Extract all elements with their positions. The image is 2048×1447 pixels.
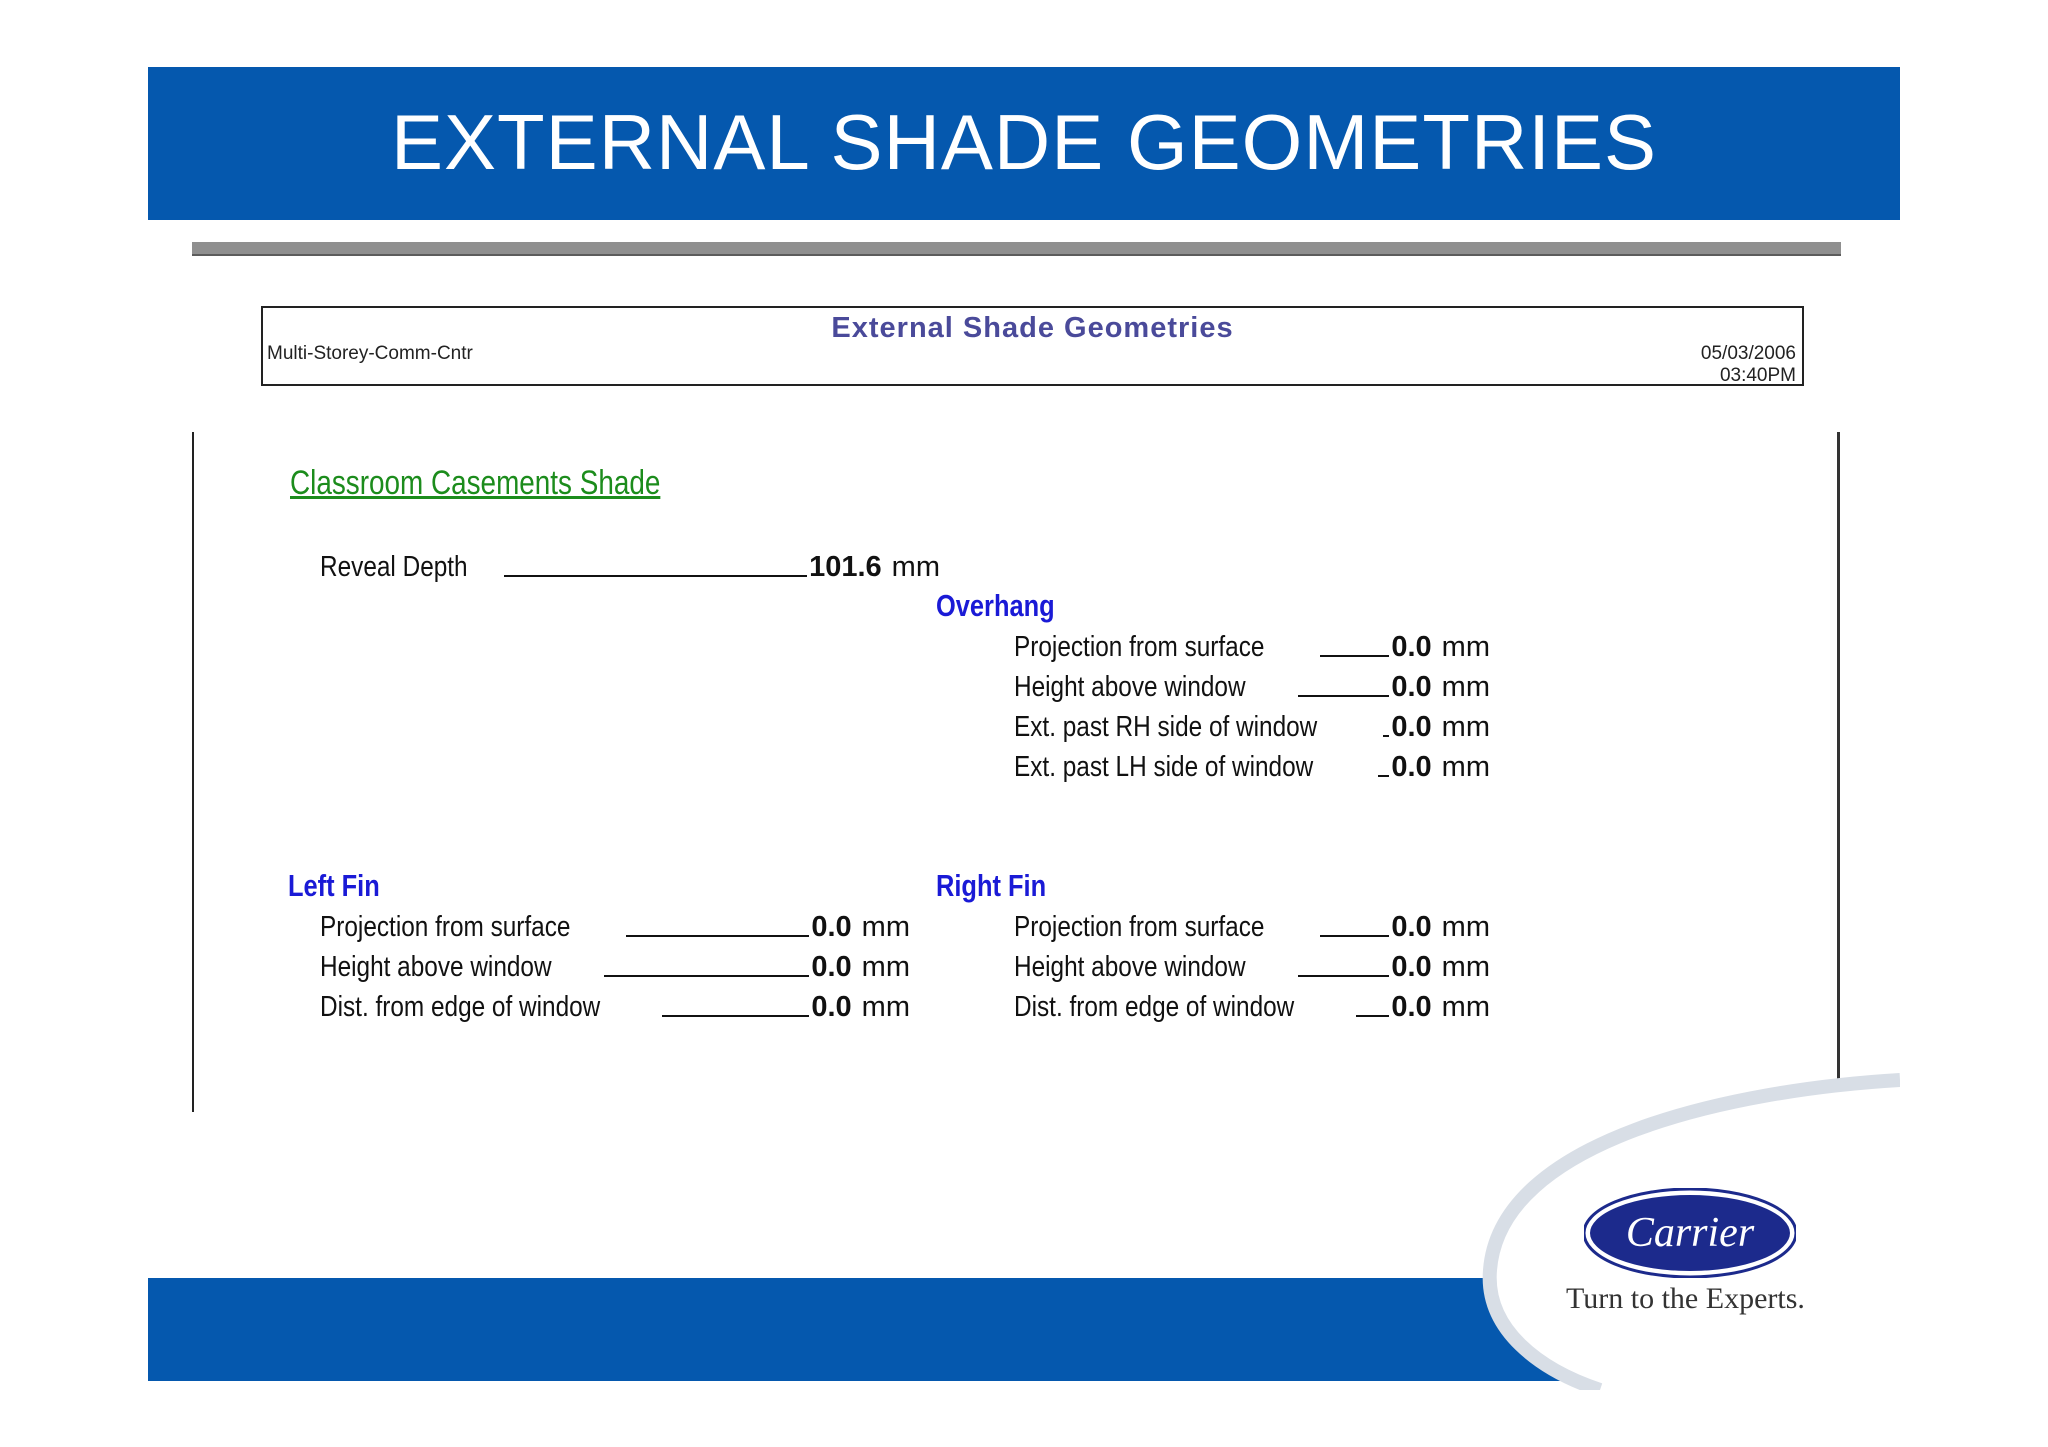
overhang-unit: mm — [1441, 631, 1490, 663]
report-border-right — [1837, 432, 1840, 1112]
carrier-logo — [1584, 1188, 1796, 1278]
shade-name: Classroom Casements Shade — [290, 464, 661, 502]
left-fin-label: Projection from surface — [320, 911, 571, 943]
right-fin-label: Height above window — [1014, 951, 1246, 983]
left-fin-label: Dist. from edge of window — [320, 991, 601, 1023]
slide-title: EXTERNAL SHADE GEOMETRIES — [390, 98, 1658, 186]
right-fin-heading: Right Fin — [936, 868, 1047, 903]
left-fin-heading: Left Fin — [288, 868, 380, 903]
overhang-label: Ext. past RH side of window — [1014, 711, 1318, 743]
tagline: Turn to the Experts. — [1566, 1282, 1805, 1315]
left-fin-row — [320, 948, 910, 984]
logo-text: Carrier — [1625, 1210, 1755, 1256]
reveal-depth-row — [320, 548, 940, 584]
overhang-unit: mm — [1441, 711, 1490, 743]
report-datetime — [1701, 343, 1796, 387]
report-date: 05/03/2006 — [1700, 343, 1796, 364]
report-time: 03:40PM — [1719, 365, 1796, 386]
overhang-row — [1014, 748, 1490, 784]
overhang-value: 0.0 — [1391, 751, 1432, 783]
left-fin-label: Height above window — [320, 951, 552, 983]
left-fin-value: 0.0 — [811, 991, 852, 1023]
reveal-depth-value: 101.6 — [809, 551, 882, 583]
leader-line — [604, 975, 810, 977]
right-fin-value: 0.0 — [1391, 911, 1432, 943]
left-fin-unit: mm — [861, 951, 910, 983]
report-title: External Shade Geometries — [831, 312, 1234, 344]
right-fin-label: Projection from surface — [1014, 911, 1265, 943]
overhang-value: 0.0 — [1391, 631, 1432, 663]
right-fin-value: 0.0 — [1391, 991, 1432, 1023]
overhang-label: Projection from surface — [1014, 631, 1265, 663]
overhang-unit: mm — [1441, 671, 1490, 703]
left-fin-value: 0.0 — [811, 911, 852, 943]
title-banner — [148, 67, 1900, 220]
left-fin-value: 0.0 — [811, 951, 852, 983]
overhang-label: Height above window — [1014, 671, 1246, 703]
leader-line — [1320, 655, 1389, 657]
leader-line — [1383, 735, 1389, 737]
overhang-row — [1014, 628, 1490, 664]
divider-bar — [192, 242, 1841, 256]
overhang-value: 0.0 — [1391, 671, 1432, 703]
right-fin-value: 0.0 — [1391, 951, 1432, 983]
right-fin-unit: mm — [1441, 911, 1490, 943]
left-fin-row — [320, 988, 910, 1024]
report-header — [261, 306, 1804, 386]
right-fin-unit: mm — [1441, 951, 1490, 983]
overhang-row — [1014, 708, 1490, 744]
report-border-left — [192, 432, 194, 1112]
leader-line — [1320, 935, 1389, 937]
leader-line — [504, 575, 807, 577]
leader-line — [1378, 775, 1389, 777]
right-fin-row — [1014, 988, 1490, 1024]
leader-line — [662, 1015, 810, 1017]
right-fin-row — [1014, 948, 1490, 984]
right-fin-label: Dist. from edge of window — [1014, 991, 1295, 1023]
reveal-depth-unit: mm — [891, 551, 940, 583]
overhang-unit: mm — [1441, 751, 1490, 783]
project-name: Multi-Storey-Comm-Cntr — [267, 343, 473, 364]
overhang-row — [1014, 668, 1490, 704]
left-fin-unit: mm — [861, 991, 910, 1023]
right-fin-row — [1014, 908, 1490, 944]
leader-line — [626, 935, 809, 937]
leader-line — [1298, 695, 1390, 697]
leader-line — [1298, 975, 1390, 977]
left-fin-unit: mm — [861, 911, 910, 943]
reveal-depth-label: Reveal Depth — [320, 551, 468, 583]
overhang-value: 0.0 — [1391, 711, 1432, 743]
overhang-heading: Overhang — [936, 588, 1055, 623]
right-fin-unit: mm — [1441, 991, 1490, 1023]
leader-line — [1356, 1015, 1390, 1017]
overhang-label: Ext. past LH side of window — [1014, 751, 1314, 783]
left-fin-row — [320, 908, 910, 944]
